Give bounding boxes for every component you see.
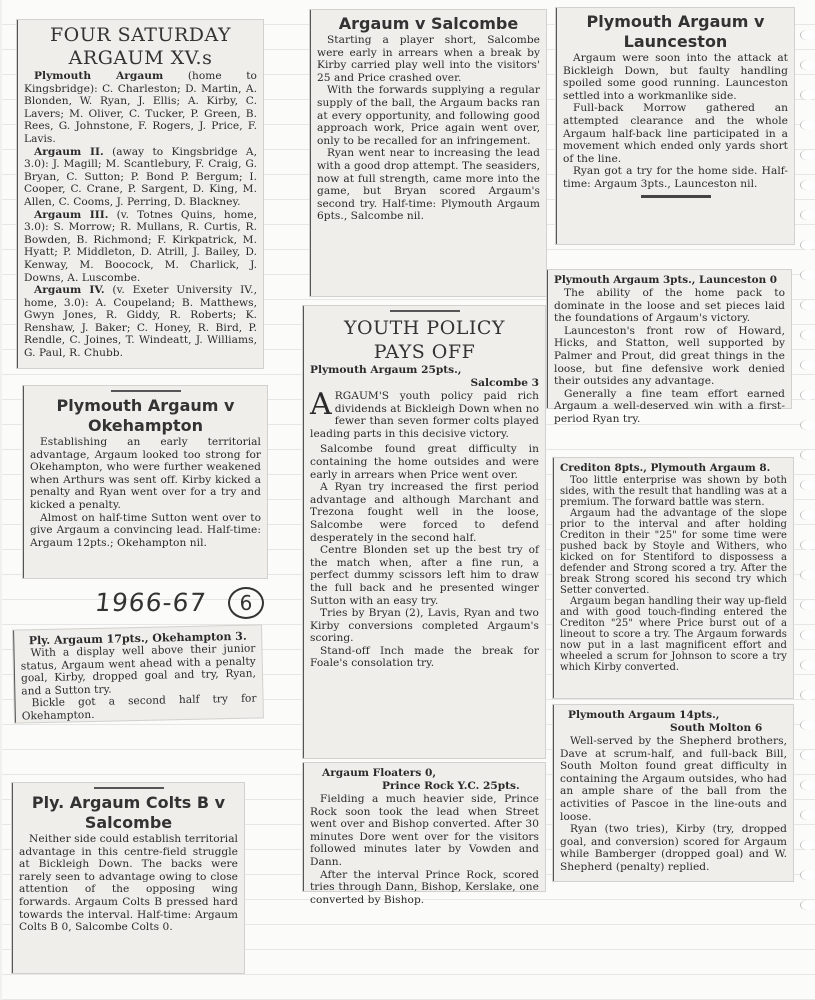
paragraph: Tries by Bryan (2), Lavis, Ryan and two Kirby conversions completed Argaum's scoring.: [310, 607, 539, 645]
clipping-title: [563, 12, 788, 52]
clipping-crediton: [553, 458, 793, 698]
paragraph: With the forwards supplying a regular supply of the ball, the Argaum backs ran at every opportunity, and following good approach work, Price again went over, only to be recalled for an infringement.: [317, 84, 540, 147]
clipping-argaum-salcombe: [310, 10, 546, 296]
title-line-2: Salcombe: [84, 813, 173, 832]
score-heading: Ply. Argaum 17pts., Okehampton 3.: [28, 629, 247, 648]
paragraph: Salcombe found great difficulty in containing the home outsides and were early in arrears when Price went over.: [310, 443, 539, 481]
clipping-title: [19, 793, 238, 833]
divider: [641, 195, 711, 198]
title-line-2: Launceston: [623, 32, 728, 51]
clipping-title: [24, 24, 257, 70]
paragraph: Starting a player short, Salcombe were early in arrears when a break by Kirby carried play well into the visitors' 25 and Price crashed over.: [317, 34, 540, 84]
score-line-2: Prince Rock Y.C. 25pts.: [382, 780, 520, 792]
clipping-okehampton-result: [13, 625, 263, 722]
score-line-2: Salcombe 3: [470, 377, 539, 389]
clipping-title: [310, 316, 539, 364]
title-line-1: FOUR SATURDAY: [49, 24, 232, 46]
clipping-launceston: [556, 8, 794, 244]
team-list: [24, 284, 257, 360]
title-line-1: YOUTH POLICY: [344, 317, 505, 339]
binder-holes: [795, 0, 809, 1000]
clipping-south-molton: [553, 705, 793, 881]
divider: [94, 787, 164, 789]
title-line-2: Okehampton: [87, 416, 203, 435]
paragraph: Ryan got a try for the home side. Half-time: Argaum 3pts., Launceston nil.: [563, 165, 788, 190]
paragraph: Establishing an early territorial advantage, Argaum looked too strong for Okehampton, who were further weakened when Arthurs was sent off. Kirby kicked a penalty and Ryan went over for a try and kicked a penalty.: [30, 436, 261, 511]
circled-page-number: 6: [228, 587, 264, 619]
paragraph: A Ryan try increased the first period advantage and although Marchant and Trezona fought well in the loose, Salcombe were forced to defend desperately in the second half.: [310, 481, 539, 544]
team-text: (v. Totnes Quins, home, 3.0): S. Morrow; R. Mullans, R. Curtis, R. Bowden, B. Richmond; F. Kirkpatrick, M. Hyatt; P. Middleton, D. Atrill, J. Bailey, D. Kenway, M. Boocock, M. Charlick, J. Downs, A. Luscombe.: [24, 208, 258, 284]
score-heading: Plymouth Argaum 3pts., Launceston 0: [554, 274, 778, 286]
team-list: [24, 146, 257, 209]
score-line-2: South Molton 6: [670, 722, 763, 734]
paragraph: Bickle got a second half try for Okehampton.: [21, 692, 257, 723]
team-text: (away to Kingsbridge A, 3.0): J. Magill; M. Scantlebury, F. Craig, G. Bryan, C. Sutton; P. Bond P. Bergum; I. Cooper, C. Crane, P. Sargent, D. King, M. Allen, C. Cooms, J. Perring, D. Blackney.: [24, 145, 257, 208]
clipping-launceston-result: [547, 270, 791, 425]
score-line-1: Plymouth Argaum 25pts.,: [310, 364, 462, 376]
paragraph: Launceston's front row of Howard, Hicks, and Statton, well supported by Palmer and Prout, did great things in the loose, but fine defensive work denied their outsides any advantage.: [554, 324, 785, 388]
drop-cap: A: [310, 387, 332, 422]
paragraph: With a display well above their junior status, Argaum went ahead with a penalty goal, Kirby, dropped goal and try, Ryan, and a Sutton try.: [20, 642, 257, 698]
team-text: (v. Exeter University IV., home, 3.0): A. Coupeland; B. Matthews, Gwyn Jones, R. Giddy, R. Roberts; K. Renshaw, J. Baker; C. Honey, R. Bird, P. Rendle, C. Joines, T. Windeatt, J. Williams, G. Paul, R. Chubb.: [24, 284, 257, 360]
page-margin: [0, 0, 2, 1000]
score-heading: Crediton 8pts., Plymouth Argaum 8.: [560, 462, 771, 474]
paragraph: [310, 387, 539, 440]
score-line-1: Argaum Floaters 0,: [322, 767, 437, 779]
clipping-title: [30, 396, 261, 436]
paragraph: Argaum had the advantage of the slope prior to the interval and after holding Crediton in their "25" for some time were pushed back by Stoyle and Withers, who kicked on for Stentiford to dispossess a defender and Strong scored a try. After the break Strong scored his second try which Setter converted.: [560, 508, 787, 596]
divider: [111, 390, 181, 392]
handwritten-season-note: 1966-67: [93, 588, 208, 617]
title-line-2: ARGAUM XV.s: [68, 47, 213, 69]
team-label: Argaum II.: [34, 145, 104, 158]
title-line-1: Plymouth Argaum v: [586, 12, 765, 31]
title-line-1: Plymouth Argaum v: [56, 396, 235, 415]
divider: [390, 310, 460, 312]
paragraph: Centre Blonden set up the best try of the match when, after a fine run, a perfect dummy scissors left him to draw the full back and he presented winger Sutton with an easy try.: [310, 544, 539, 607]
team-label: Argaum III.: [34, 208, 109, 221]
paragraph: Ryan went near to increasing the lead with a good drop attempt. The seasiders, now at full strength, came more into the game, but Bryan scored Argaum's second try. Half-time: Plymouth Argaum 6pts., Salcombe nil.: [317, 147, 540, 223]
title-line-2: PAYS OFF: [373, 341, 476, 363]
paragraph: Too little enterprise was shown by both sides, with the result that handling was at a premium. The forward battle was stern.: [560, 475, 787, 508]
clipping-youth-policy: [303, 306, 545, 758]
paragraph: Fielding a much heavier side, Prince Rock soon took the lead when Street went over and Bishop converted. After 30 minutes Dore went over for the visitors followed minutes later by Vowden and Dann.: [310, 793, 539, 868]
paragraph: The ability of the home pack to dominate in the loose and set pieces laid the foundations of Argaum's victory.: [554, 287, 785, 325]
clipping-okehampton: [23, 386, 267, 578]
paragraph: Generally a fine team effort earned Argaum a well-deserved win with a first-period Ryan try.: [554, 387, 785, 425]
paragraph: Argaum began handling their way up-field and with good touch-finding entered the Crediton "25" where Price burst out of a lineout to score a try. The Argaum forwards now put in a last magnificent effort and wheeled a scrum for Johnson to score a try which Kirby converted.: [560, 596, 787, 673]
team-text: (home to Kingsbridge): C. Charleston; D. Martin, A. Blonden, W. Ryan, J. Ellis; A. Kirby, C. Lavers; M. Oliver, C. Tucker, P. Green, B. Rees, G. Johnstone, F. Rogers, J. Price, F. Lavis.: [24, 70, 257, 145]
paragraph: Almost on half-time Sutton went over to give Argaum a convincing lead. Half-time: Argaum 12pts.; Okehampton nil.: [30, 511, 261, 549]
clipping-four-saturday: [17, 20, 263, 368]
team-label: Plymouth Argaum: [34, 70, 164, 82]
paragraph: Full-back Morrow gathered an attempted clearance and the whole Argaum half-back line participated in a movement which ended only yards short of the line.: [563, 102, 788, 165]
title-line-1: Ply. Argaum Colts B v: [31, 793, 226, 812]
paragraph: Neither side could establish territorial advantage in this centre-field struggle at Bickleigh Down. The backs were rarely seen to advantage owing to close attention of the opposing wing forwards. Argaum Colts B pressed hard towards the interval. Half-time: Argaum Colts B 0, Salcombe Colts 0.: [19, 833, 238, 934]
paragraph: Ryan (two tries), Kirby (try, dropped goal, and conversion) scored for Argaum while Bamberger (dropped goal) and W. Shepherd (penalty) replied.: [560, 823, 787, 873]
score-line-1: Plymouth Argaum 14pts.,: [568, 709, 720, 721]
paragraph: Stand-off Inch made the break for Foale's consolation try.: [310, 644, 539, 670]
clipping-title: Argaum v Salcombe: [338, 14, 519, 33]
paragraph: After the interval Prince Rock, scored tries through Dann, Bishop, Kerslake, one converted by Bishop.: [310, 868, 539, 906]
paragraph-text: RGAUM'S youth policy paid rich dividends at Bickleigh Down when no fewer than seven former colts played leading parts in this decisive victory.: [310, 390, 539, 440]
team-label: Argaum IV.: [34, 284, 105, 297]
clipping-floaters: [303, 763, 545, 906]
team-list: [24, 70, 257, 146]
paragraph: Well-served by the Shepherd brothers, Dave at scrum-half, and full-back Bill, South Molton found great difficulty in containing the Argaum outsides, who had an ample share of the ball from the activities of Pascoe in the line-outs and loose.: [560, 735, 787, 823]
team-list: [24, 209, 257, 285]
paragraph: Argaum were soon into the attack at Bickleigh Down, but faulty handling spoiled some good running. Launceston settled into a workmanlike side.: [563, 52, 788, 102]
clipping-colts-salcombe: [12, 783, 244, 973]
